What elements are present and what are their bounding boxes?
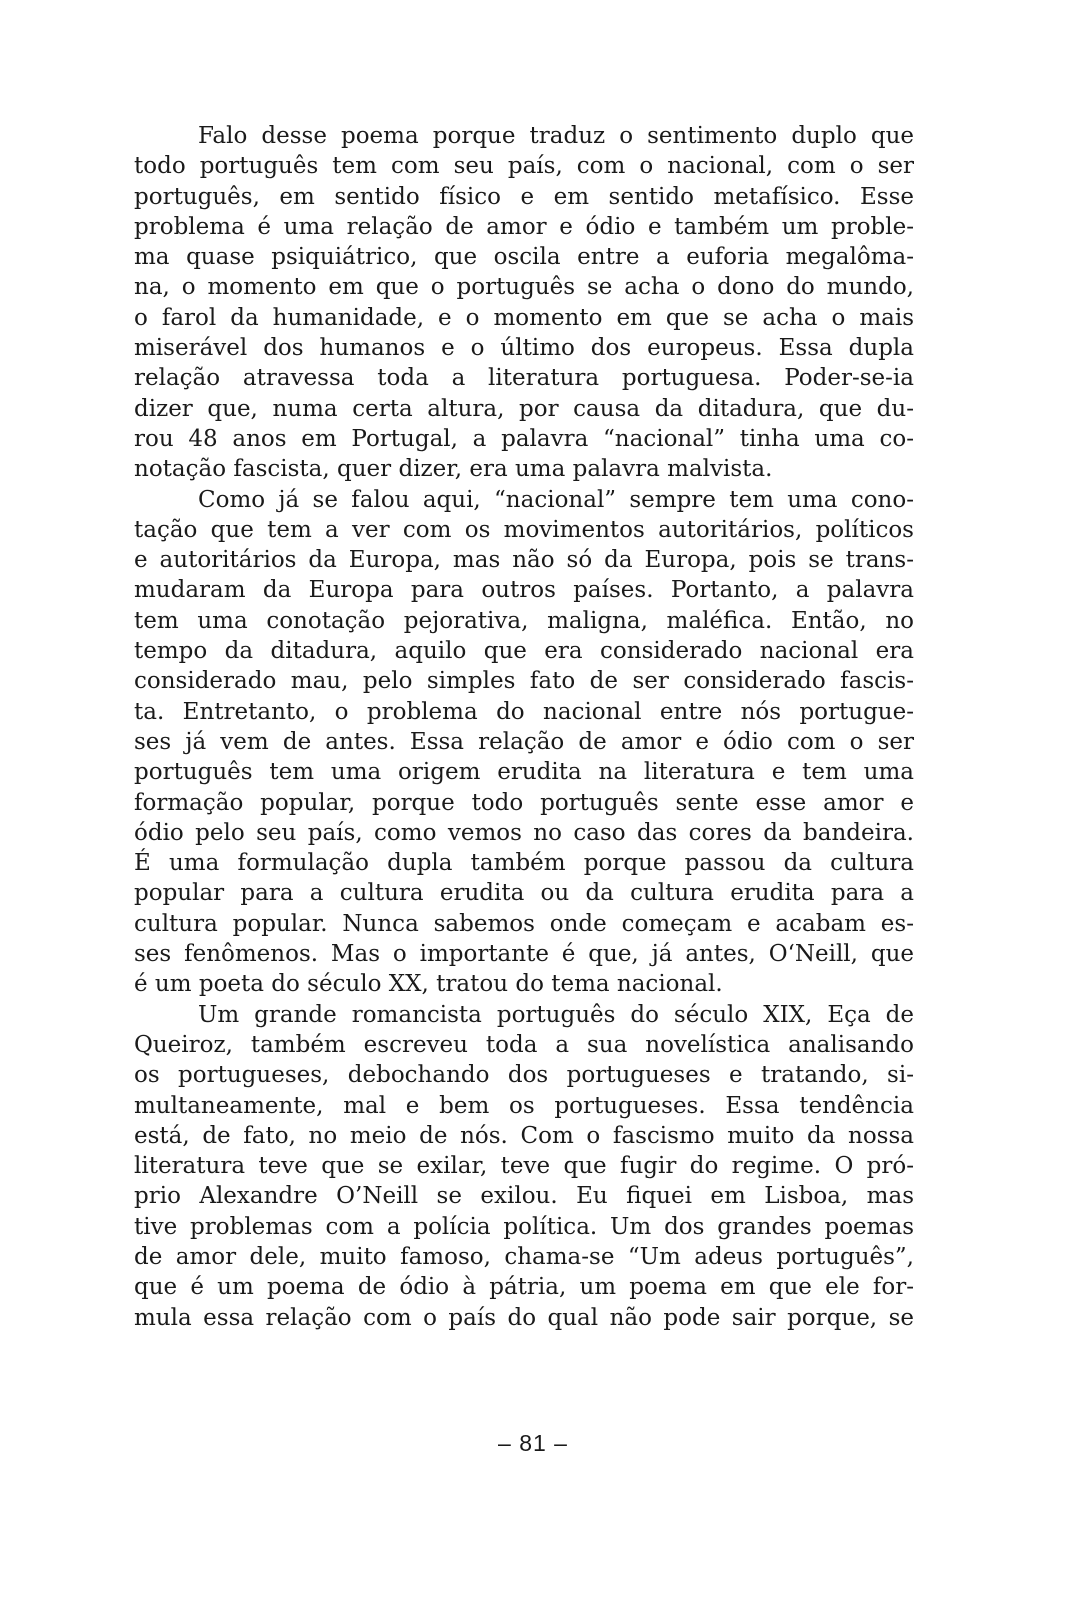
text-line: os portugueses, debochando dos portugueses e tratando, si- (134, 1062, 914, 1089)
text-line: ódio pelo seu país, como vemos no caso das cores da bandeira. (134, 819, 914, 846)
text-line: multaneamente, mal e bem os portugueses. Essa tendência (134, 1092, 914, 1119)
paragraph-1 (134, 121, 914, 485)
text-line: tem uma conotação pejorativa, maligna, maléfica. Então, no (134, 607, 914, 634)
text-line: miserável dos humanos e o último dos europeus. Essa dupla (134, 335, 914, 362)
text-line: literatura teve que se exilar, teve que fugir do regime. O pró- (134, 1153, 914, 1180)
text-line: é um poeta do século XX, tratou do tema nacional. (134, 971, 723, 998)
text-line: Como já se falou aqui, “nacional” sempre tem uma cono- (198, 486, 914, 513)
text-line: e autoritários da Europa, mas não só da Europa, pois se trans- (134, 547, 914, 574)
text-line: formação popular, porque todo português sente esse amor e (134, 789, 914, 816)
text-line: ses já vem de antes. Essa relação de amor e ódio com o ser (134, 728, 914, 755)
text-line: ta. Entretanto, o problema do nacional entre nós portugue- (134, 698, 914, 725)
text-line: mula essa relação com o país do qual não pode sair porque, se (134, 1304, 914, 1331)
paragraph-3 (134, 1000, 914, 1333)
text-line: ses fenômenos. Mas o importante é que, já antes, O‘Neill, que (134, 941, 914, 968)
text-line: Falo desse poema porque traduz o sentimento duplo que (198, 123, 914, 149)
text-line: português tem uma origem erudita na literatura e tem uma (134, 759, 914, 786)
text-line: o farol da humanidade, e o momento em que se acha o mais (134, 304, 914, 331)
text-line: dizer que, numa certa altura, por causa da ditadura, que du- (134, 395, 914, 422)
text-line: Um grande romancista português do século XIX, Eça de (198, 1001, 914, 1028)
text-line: ma quase psiquiátrico, que oscila entre a euforia megalôma- (134, 244, 914, 271)
text-line: rou 48 anos em Portugal, a palavra “nacional” tinha uma co- (134, 425, 914, 452)
paragraph-2 (134, 485, 914, 1000)
text-line: prio Alexandre O’Neill se exilou. Eu fiquei em Lisboa, mas (134, 1183, 914, 1210)
text-line: de amor dele, muito famoso, chama-se “Um adeus português”, (134, 1243, 914, 1270)
text-line: problema é uma relação de amor e ódio e também um proble- (134, 213, 914, 240)
text-line: na, o momento em que o português se acha o dono do mundo, (134, 274, 914, 301)
text-line: está, de fato, no meio de nós. Com o fascismo muito da nossa (134, 1122, 914, 1149)
text-line: cultura popular. Nunca sabemos onde começam e acabam es- (134, 910, 914, 937)
text-line: mudaram da Europa para outros países. Portanto, a palavra (134, 577, 914, 604)
text-line: tempo da ditadura, aquilo que era considerado nacional era (134, 638, 914, 665)
text-line: relação atravessa toda a literatura portuguesa. Poder-se-ia (134, 365, 914, 392)
page-number: – 81 – (498, 1430, 568, 1456)
text-line: notação fascista, quer dizer, era uma palavra malvista. (134, 456, 773, 483)
text-line: tive problemas com a polícia política. Um dos grandes poemas (134, 1213, 914, 1240)
text-line: todo português tem com seu país, com o nacional, com o ser (134, 153, 914, 180)
text-line: português, em sentido físico e em sentido metafísico. Esse (134, 183, 914, 210)
page-body (134, 121, 914, 1333)
text-line: que é um poema de ódio à pátria, um poema em que ele for- (134, 1274, 914, 1301)
text-line: considerado mau, pelo simples fato de ser considerado fascis- (134, 668, 914, 695)
text-line: popular para a cultura erudita ou da cultura erudita para a (134, 880, 914, 907)
text-line: É uma formulação dupla também porque passou da cultura (134, 850, 914, 877)
text-line: Queiroz, também escreveu toda a sua novelística analisando (134, 1031, 914, 1058)
text-line: tação que tem a ver com os movimentos autoritários, políticos (134, 516, 914, 543)
